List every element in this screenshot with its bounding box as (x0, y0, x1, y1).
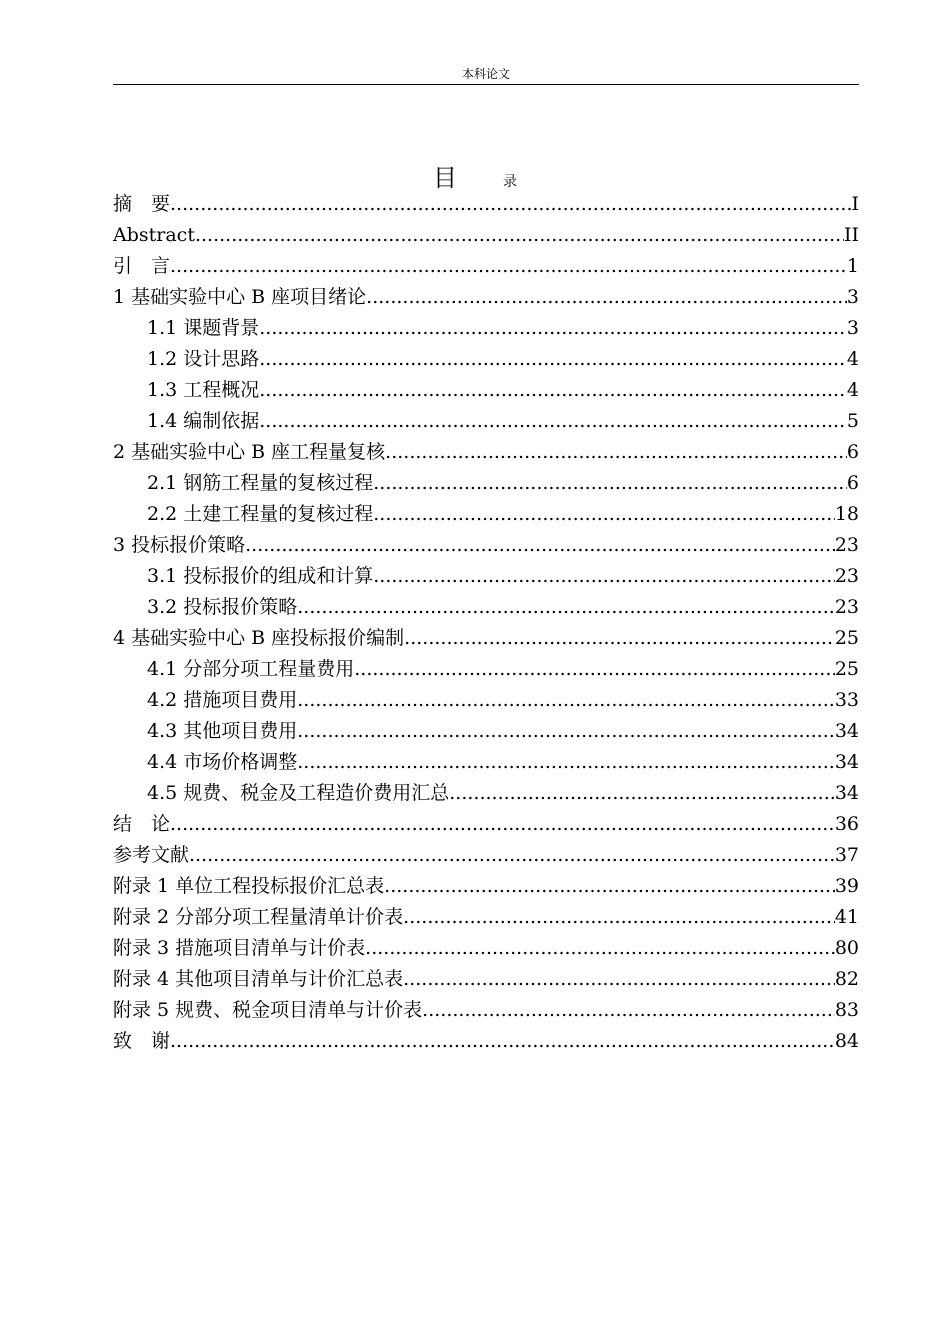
toc-dot-leader (259, 406, 847, 437)
toc-dot-leader (366, 282, 847, 313)
toc-entry-page: 1 (846, 255, 859, 277)
toc-entry-page: 33 (834, 689, 859, 711)
toc-entry-label: 4.2 措施项目费用 (147, 689, 298, 711)
toc-entry-label: 1.2 设计思路 (147, 348, 260, 370)
toc-entry-label: 1 基础实验中心 B 座项目绪论 (113, 286, 367, 308)
toc-entry[interactable] (113, 747, 859, 778)
toc-entry-label: 2.1 钢筋工程量的复核过程 (147, 472, 374, 494)
toc-entry-label: 附录 3 措施项目清单与计价表 (113, 937, 366, 959)
toc-entry-page: I (851, 193, 859, 215)
toc-entry[interactable] (113, 995, 859, 1026)
toc-entry[interactable] (113, 1026, 859, 1057)
toc-entry-page: 39 (834, 875, 859, 897)
toc-entry-page: 23 (834, 534, 859, 556)
toc-dot-leader (170, 809, 835, 840)
toc-dot-leader (297, 685, 835, 716)
toc-entry-label: 4.4 市场价格调整 (147, 751, 298, 773)
toc-entry-page: 23 (834, 596, 859, 618)
toc-entry[interactable] (113, 251, 859, 282)
toc-entry-label: 引 言 (113, 255, 171, 277)
toc-entry-label: 4.3 其他项目费用 (147, 720, 298, 742)
toc-entry-label: 3.1 投标报价的组成和计算 (147, 565, 374, 587)
toc-title (0, 158, 950, 193)
toc-dot-leader (245, 530, 835, 561)
toc-entry-page: 84 (834, 1030, 859, 1052)
toc-entry-label: Abstract (113, 224, 195, 246)
toc-entry-page: 4 (846, 379, 859, 401)
toc-entry[interactable] (113, 282, 859, 313)
toc-dot-leader (404, 623, 835, 654)
toc-entry[interactable] (113, 902, 859, 933)
toc-entry-label: 致 谢 (113, 1030, 171, 1052)
toc-entry[interactable] (113, 468, 859, 499)
toc-entry[interactable] (113, 933, 859, 964)
toc-entry-label: 附录 5 规费、税金项目清单与计价表 (113, 999, 423, 1021)
toc-entry[interactable] (113, 778, 859, 809)
toc-entry-page: 34 (834, 751, 859, 773)
toc-entry[interactable] (113, 313, 859, 344)
toc-entry-label: 结 论 (113, 813, 171, 835)
toc-dot-leader (403, 902, 835, 933)
toc-entry-page: 3 (846, 317, 859, 339)
toc-entry[interactable] (113, 530, 859, 561)
toc-entry-page: 36 (834, 813, 859, 835)
toc-entry-label: 4.5 规费、税金及工程造价费用汇总 (147, 782, 450, 804)
toc-entry-page: 23 (834, 565, 859, 587)
toc-entry-page: 34 (834, 720, 859, 742)
toc-dot-leader (449, 778, 835, 809)
toc-entry[interactable] (113, 685, 859, 716)
toc-entry[interactable] (113, 654, 859, 685)
toc-entry-page: II (843, 224, 859, 246)
toc-entry[interactable] (113, 716, 859, 747)
toc-entry-label: 附录 1 单位工程投标报价汇总表 (113, 875, 385, 897)
toc-dot-leader (259, 313, 847, 344)
toc-dot-leader (373, 468, 847, 499)
toc-title-sub: 录 (503, 174, 517, 190)
toc-title-main: 目 (433, 164, 457, 192)
toc-entry-label: 2 基础实验中心 B 座工程量复核 (113, 441, 386, 463)
toc-dot-leader (403, 964, 835, 995)
toc-entry[interactable] (113, 561, 859, 592)
toc-entry[interactable] (113, 592, 859, 623)
toc-entry-label: 附录 4 其他项目清单与计价汇总表 (113, 968, 404, 990)
toc-entry-page: 6 (846, 472, 859, 494)
toc-dot-leader (297, 747, 835, 778)
toc-entry-page: 25 (834, 658, 859, 680)
toc-entry-label: 1.4 编制依据 (147, 410, 260, 432)
toc-entry-label: 参考文献 (113, 844, 190, 866)
toc-dot-leader (297, 592, 835, 623)
page-header: 本科论文 (113, 64, 859, 85)
toc-entry-page: 82 (834, 968, 859, 990)
toc-dot-leader (385, 437, 847, 468)
toc-entry-page: 80 (834, 937, 859, 959)
toc-dot-leader (259, 375, 847, 406)
toc-entry[interactable] (113, 964, 859, 995)
toc-entry-label: 4.1 分部分项工程量费用 (147, 658, 355, 680)
toc-dot-leader (422, 995, 835, 1026)
toc-dot-leader (170, 189, 851, 220)
toc-entry-label: 摘 要 (113, 193, 171, 215)
toc-entry-label: 3 投标报价策略 (113, 534, 246, 556)
toc-entry-page: 5 (846, 410, 859, 432)
toc-entry-label: 1.3 工程概况 (147, 379, 260, 401)
toc-entry-page: 34 (834, 782, 859, 804)
toc-entry[interactable] (113, 499, 859, 530)
toc-entry[interactable] (113, 220, 859, 251)
toc-dot-leader (384, 871, 835, 902)
toc-entry[interactable] (113, 809, 859, 840)
toc-entry[interactable] (113, 406, 859, 437)
table-of-contents (113, 189, 859, 1057)
toc-dot-leader (354, 654, 835, 685)
toc-dot-leader (259, 344, 847, 375)
toc-entry[interactable] (113, 871, 859, 902)
toc-entry-label: 1.1 课题背景 (147, 317, 260, 339)
toc-entry-page: 83 (834, 999, 859, 1021)
toc-entry[interactable] (113, 189, 859, 220)
toc-dot-leader (189, 840, 835, 871)
toc-entry-page: 41 (834, 906, 859, 928)
toc-entry-label: 附录 2 分部分项工程量清单计价表 (113, 906, 404, 928)
toc-entry-label: 2.2 土建工程量的复核过程 (147, 503, 374, 525)
toc-entry[interactable] (113, 375, 859, 406)
toc-entry-label: 4 基础实验中心 B 座投标报价编制 (113, 627, 405, 649)
toc-dot-leader (373, 561, 835, 592)
toc-dot-leader (297, 716, 835, 747)
toc-entry[interactable] (113, 437, 859, 468)
toc-entry-page: 4 (846, 348, 859, 370)
toc-entry-page: 18 (834, 503, 859, 525)
toc-dot-leader (170, 1026, 835, 1057)
toc-entry[interactable] (113, 840, 859, 871)
toc-entry-page: 25 (834, 627, 859, 649)
toc-entry-page: 37 (834, 844, 859, 866)
toc-entry[interactable] (113, 623, 859, 654)
toc-dot-leader (373, 499, 835, 530)
toc-dot-leader (365, 933, 835, 964)
toc-entry-label: 3.2 投标报价策略 (147, 596, 298, 618)
toc-entry-page: 6 (846, 441, 859, 463)
toc-entry[interactable] (113, 344, 859, 375)
toc-dot-leader (195, 220, 844, 251)
toc-dot-leader (170, 251, 847, 282)
toc-entry-page: 3 (846, 286, 859, 308)
